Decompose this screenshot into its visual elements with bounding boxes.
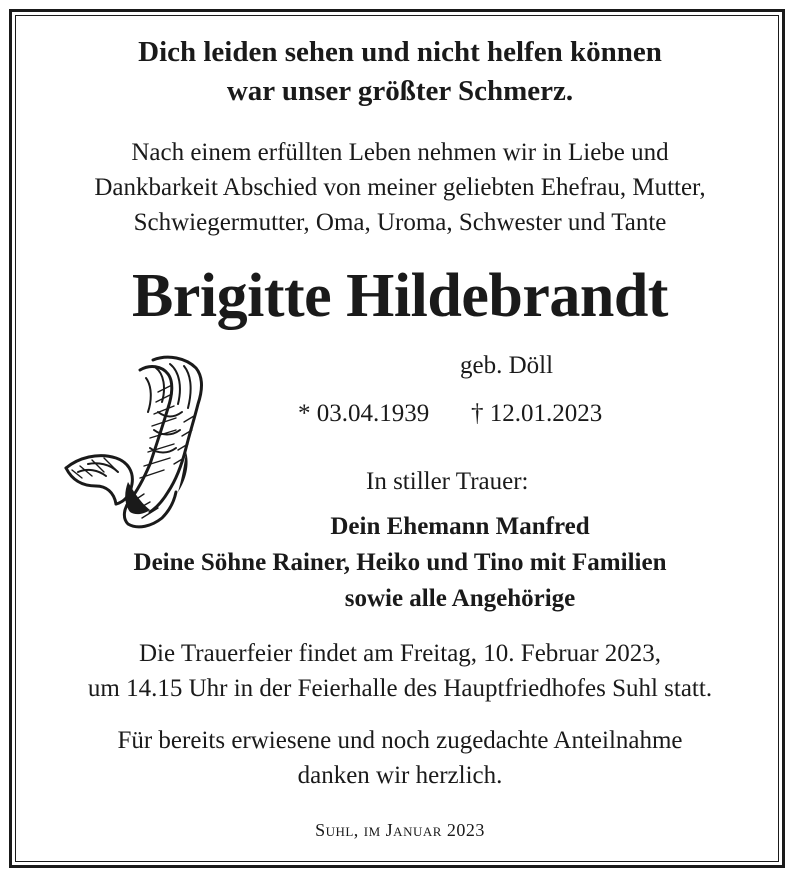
deceased-name: Brigitte Hildebrandt xyxy=(132,262,668,330)
mourning-heading: In stiller Trauer: xyxy=(366,468,529,495)
mourner-line-1: Dein Ehemann Manfred xyxy=(330,513,590,540)
maiden-name: geb. Döll xyxy=(460,352,554,379)
mourner-line-2: Deine Söhne Rainer, Heiko und Tino mit Familien xyxy=(133,549,667,576)
funeral-line-1: Die Trauerfeier findet am Freitag, 10. Februar 2023, xyxy=(138,640,662,667)
motto-line-2: war unser größter Schmerz. xyxy=(226,75,574,107)
funeral-line-2: um 14.15 Uhr in der Feierhalle des Hauptfriedhofes Suhl statt. xyxy=(87,675,713,702)
intro-line-1: Nach einem erfüllten Leben nehmen wir in Liebe und xyxy=(131,139,669,166)
motto-line-1: Dich leiden sehen und nicht helfen können xyxy=(138,36,662,68)
mourner-line-3: sowie alle Angehörige xyxy=(344,585,576,612)
place-date: Suhl, im Januar 2023 xyxy=(315,820,485,840)
thanks-line-1: Für bereits erwiesene und noch zugedachte Anteilnahme xyxy=(117,727,683,754)
thanks-line-2: danken wir herzlich. xyxy=(297,762,503,789)
intro-line-2: Dankbarkeit Abschied von meiner geliebten Ehefrau, Mutter, xyxy=(94,174,706,201)
praying-hands-icon xyxy=(58,352,208,532)
birth-date: * 03.04.1939 xyxy=(298,400,430,427)
intro-line-3: Schwiegermutter, Oma, Uroma, Schwester und Tante xyxy=(133,209,667,236)
death-date: † 12.01.2023 xyxy=(471,400,603,427)
